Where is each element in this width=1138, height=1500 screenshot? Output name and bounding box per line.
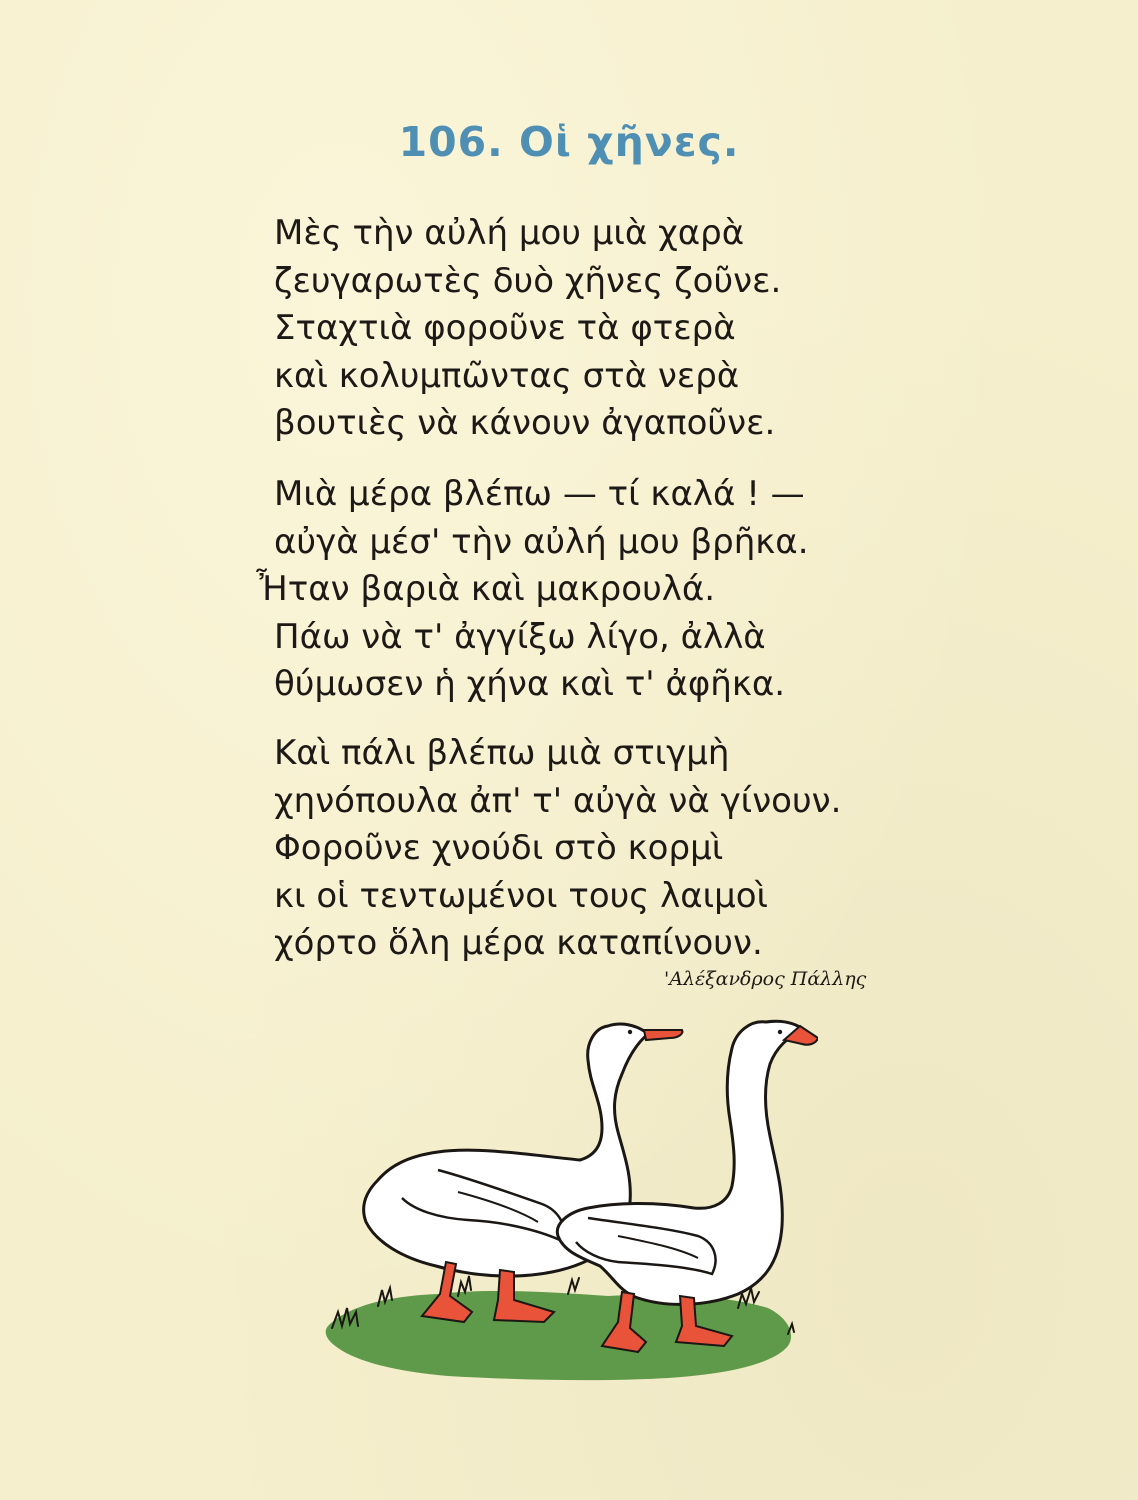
poem-title: 106. Οἱ χῆνες. [398, 118, 740, 166]
poem-line: Καὶ πάλι βλέπω μιὰ στιγμὴ [274, 733, 730, 773]
poem-line: βουτιὲς νὰ κάνουν ἀγαποῦνε. [274, 403, 776, 443]
poem-line: καὶ κολυμπῶντας στὰ νερὰ [274, 355, 740, 396]
poem-line: Μὲς τὴν αὐλή μου μιὰ χαρὰ [274, 213, 745, 253]
poem-line: χόρτο ὅλη μέρα καταπίνουν. [274, 923, 763, 963]
poem-line: Σταχτιὰ φοροῦνε τὰ φτερὰ [274, 308, 736, 348]
poem-line: ζευγαρωτὲς δυὸ χῆνες ζοῦνε. [274, 260, 782, 301]
stanza-3 [274, 730, 841, 968]
poem-line: θύμωσεν ἡ χήνα καὶ τ' ἀφῆκα. [274, 664, 786, 704]
poem-line: Ἦταν βαριὰ καὶ μακρουλά. [256, 569, 716, 609]
poem-line: Μιὰ μέρα βλέπω — τί καλά ! — [274, 474, 805, 514]
goose-back-beak [644, 1030, 682, 1040]
stanza-2 [256, 471, 809, 709]
geese-illustration [318, 996, 818, 1388]
author-signature: 'Αλέξανδρος Πάλλης [664, 968, 867, 990]
poem-line: αὐγὰ μέσ' τὴν αὐλή μου βρῆκα. [274, 521, 809, 562]
goose-back-eye [628, 1030, 632, 1034]
goose-front-eye [778, 1030, 782, 1034]
poem-line: κι οἱ τεντωμένοι τους λαιμοὶ [274, 875, 769, 916]
stanza-1 [274, 210, 781, 448]
poem-line: Πάω νὰ τ' ἀγγίξω λίγο, ἀλλὰ [274, 616, 766, 657]
poem-line: χηνόπουλα ἀπ' τ' αὐγὰ νὰ γίνουν. [274, 780, 842, 821]
poem-line: Φοροῦνε χνούδι στὸ κορμὶ [274, 828, 724, 868]
